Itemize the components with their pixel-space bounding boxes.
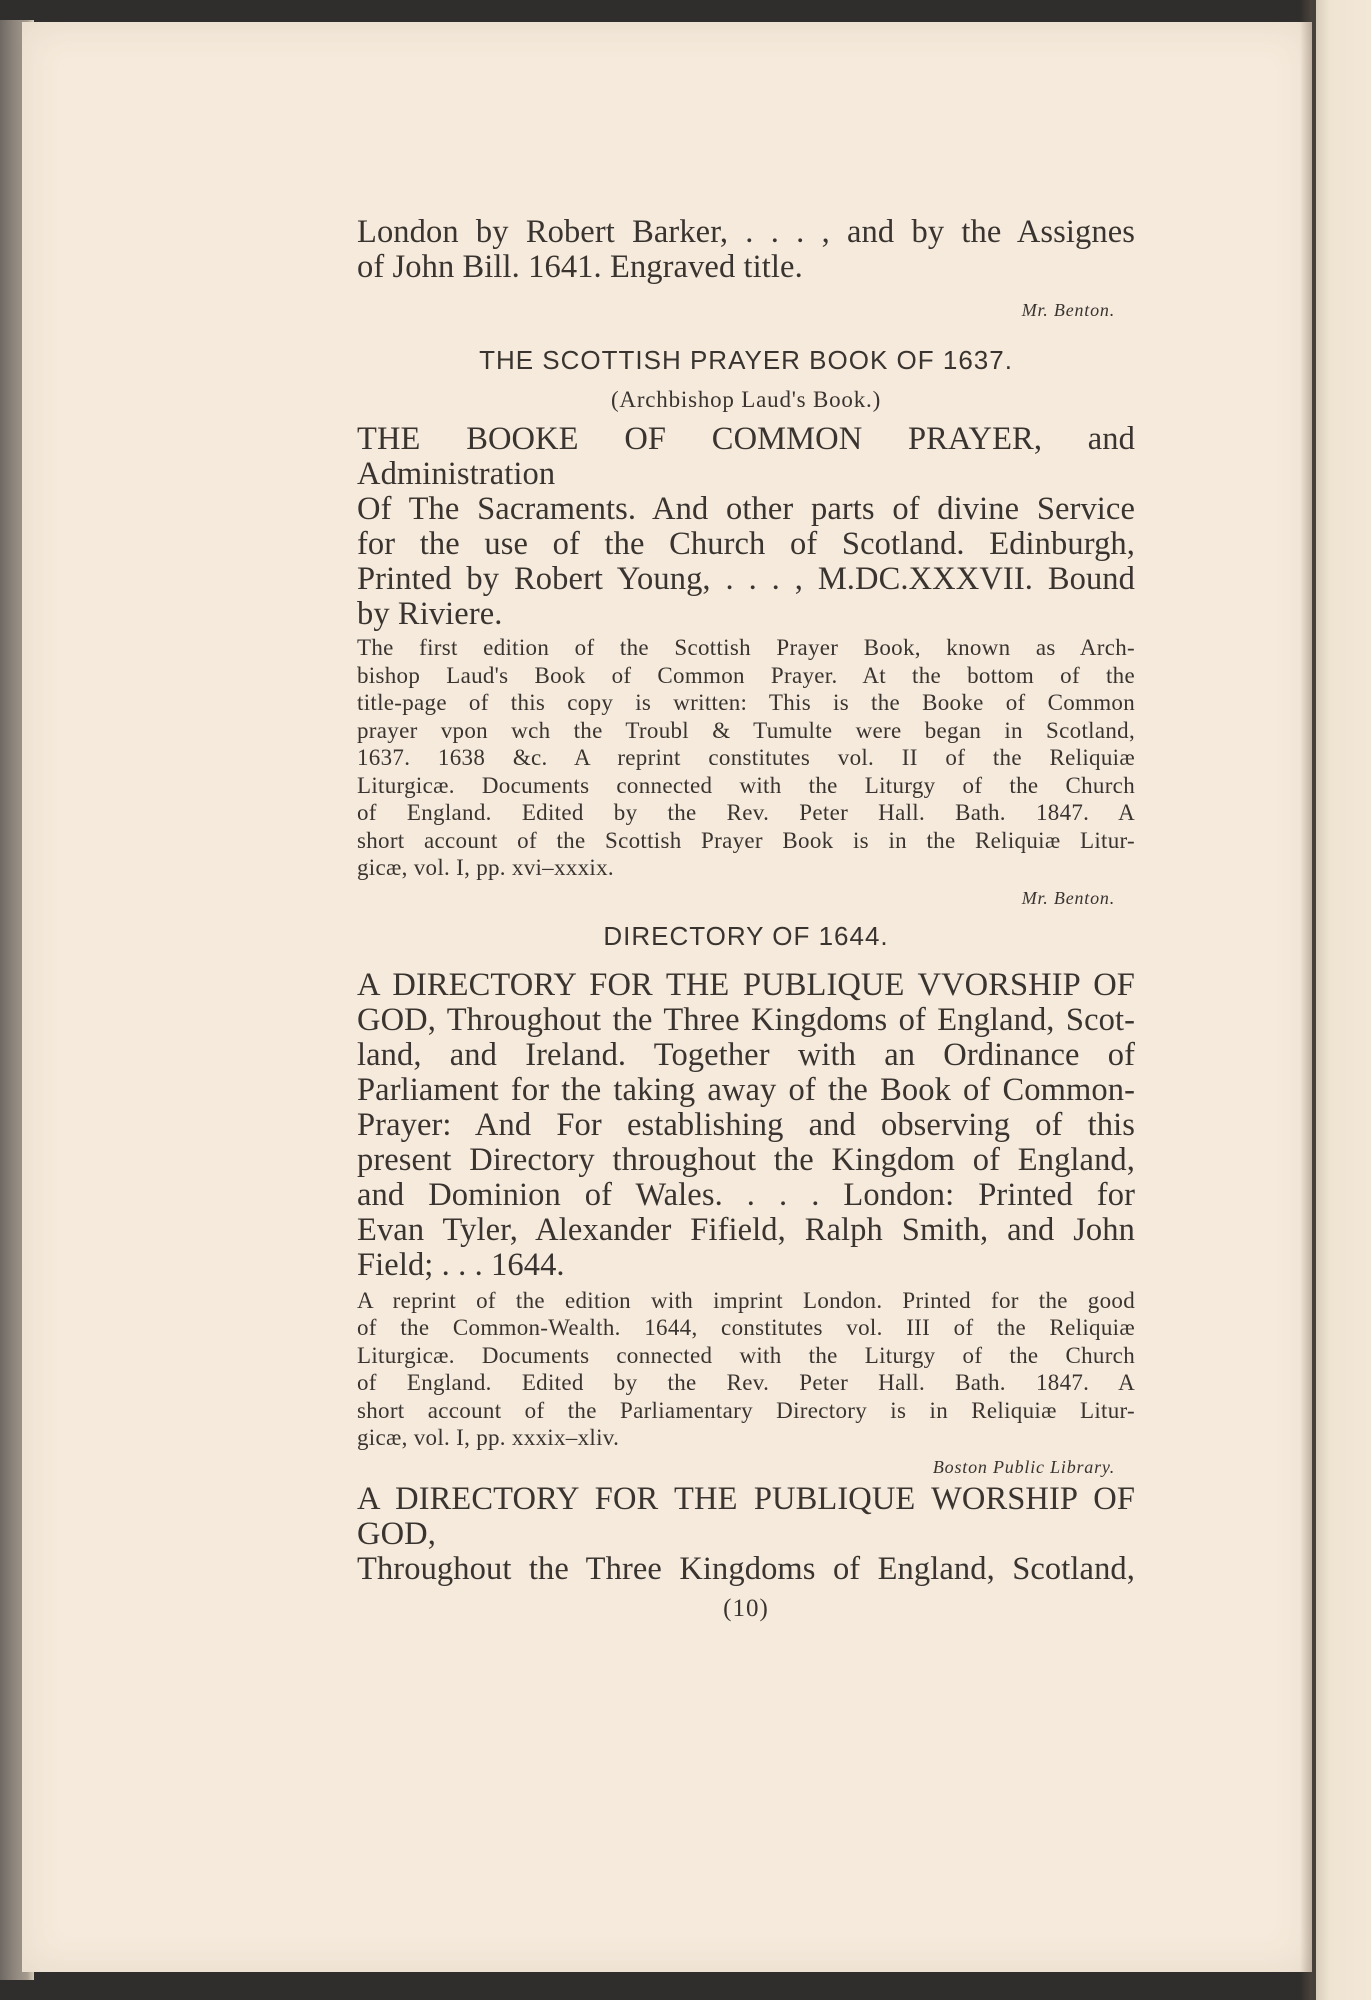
title-line: by Riviere. — [357, 596, 503, 632]
page-text — [357, 215, 1135, 1627]
title-line: land, and Ireland. Together with an Ordinance of — [357, 1036, 1135, 1073]
note-line: A reprint of the edition with imprint London. Printed for the good — [357, 1287, 1135, 1313]
title-line: Printed by Robert Young, . . . , M.DC.XXXVII. Bound — [357, 561, 1135, 597]
title-line: for the use of the Church of Scotland. Edinburgh, — [357, 526, 1135, 562]
note-line: of England. Edited by the Rev. Peter Hall. Bath. 1847. A — [357, 800, 1135, 825]
book-title — [357, 1482, 1135, 1587]
note-line: of England. Edited by the Rev. Peter Hall. Bath. 1847. A — [357, 1370, 1135, 1395]
note-line: short account of the Parliamentary Directory is in Reliquiæ Litur- — [357, 1397, 1135, 1423]
note-line: Liturgicæ. Documents connected with the Liturgy of the Church — [357, 1342, 1135, 1368]
title-line: Of The Sacraments. And other parts of divine Service — [357, 491, 1135, 527]
note-line: 1637. 1638 &c. A reprint constitutes vol. II of the Reliquiæ — [357, 745, 1135, 770]
section-subheading: (Archbishop Laud's Book.) — [610, 387, 882, 412]
title-line: GOD, Throughout the Three Kingdoms of England, Scot- — [357, 1001, 1135, 1038]
note-line: Liturgicæ. Documents connected with the Liturgy of the Church — [357, 772, 1135, 798]
note-line: prayer vpon wch the Troubl & Tumulte were began in Scotland, — [357, 717, 1135, 743]
title-line: A DIRECTORY FOR THE PUBLIQUE VVORSHIP OF — [357, 966, 1135, 1003]
entry-continuation — [357, 215, 1135, 297]
title-line: THE BOOKE OF COMMON PRAYER, and Administration — [357, 421, 1135, 492]
credit-line: Mr. Benton. — [1021, 300, 1115, 320]
facing-page-edge — [1316, 0, 1371, 2000]
title-line: Prayer: And For establishing and observing of this — [357, 1106, 1135, 1143]
note-line: gicæ, vol. I, pp. xvi–xxxix. — [357, 855, 614, 880]
title-line: present Directory throughout the Kingdom of England, — [357, 1141, 1135, 1178]
title-line: Field; . . . 1644. — [357, 1246, 565, 1283]
section-heading: THE SCOTTISH PRAYER BOOK OF 1637. — [479, 345, 1013, 375]
credit-line: Boston Public Library. — [932, 1456, 1115, 1477]
note-line: The first edition of the Scottish Prayer Book, known as Arch- — [357, 635, 1135, 660]
title-line: Evan Tyler, Alexander Fifield, Ralph Smith, and John — [357, 1211, 1135, 1248]
book-note — [357, 1287, 1135, 1452]
entry-line: of John Bill. 1641. Engraved title. — [357, 249, 803, 285]
note-line: bishop Laud's Book of Common Prayer. At the bottom of the — [357, 662, 1135, 688]
page-number: (10) — [723, 1594, 769, 1622]
book-note — [357, 634, 1135, 882]
book-title — [357, 968, 1135, 1283]
title-line: A DIRECTORY FOR THE PUBLIQUE WORSHIP OF GOD, — [357, 1480, 1135, 1552]
note-line: of the Common-Wealth. 1644, constitutes vol. III of the Reliquiæ — [357, 1315, 1135, 1340]
credit-line: Mr. Benton. — [1021, 887, 1115, 908]
entry-line: London by Robert Barker, . . . , and by the Assignes — [357, 214, 1135, 250]
title-line: and Dominion of Wales. . . . London: Printed for — [357, 1176, 1135, 1213]
title-line: Parliament for the taking away of the Book of Common- — [357, 1071, 1135, 1108]
note-line: gicæ, vol. I, pp. xxxix–xliv. — [357, 1425, 620, 1450]
book-title — [357, 422, 1135, 632]
title-line: Throughout the Three Kingdoms of England, Scotland, — [357, 1550, 1135, 1587]
section-heading: DIRECTORY OF 1644. — [603, 920, 889, 951]
note-line: short account of the Scottish Prayer Book is in the Reliquiæ Litur- — [357, 827, 1135, 853]
note-line: title-page of this copy is written: This is the Booke of Common — [357, 690, 1135, 715]
